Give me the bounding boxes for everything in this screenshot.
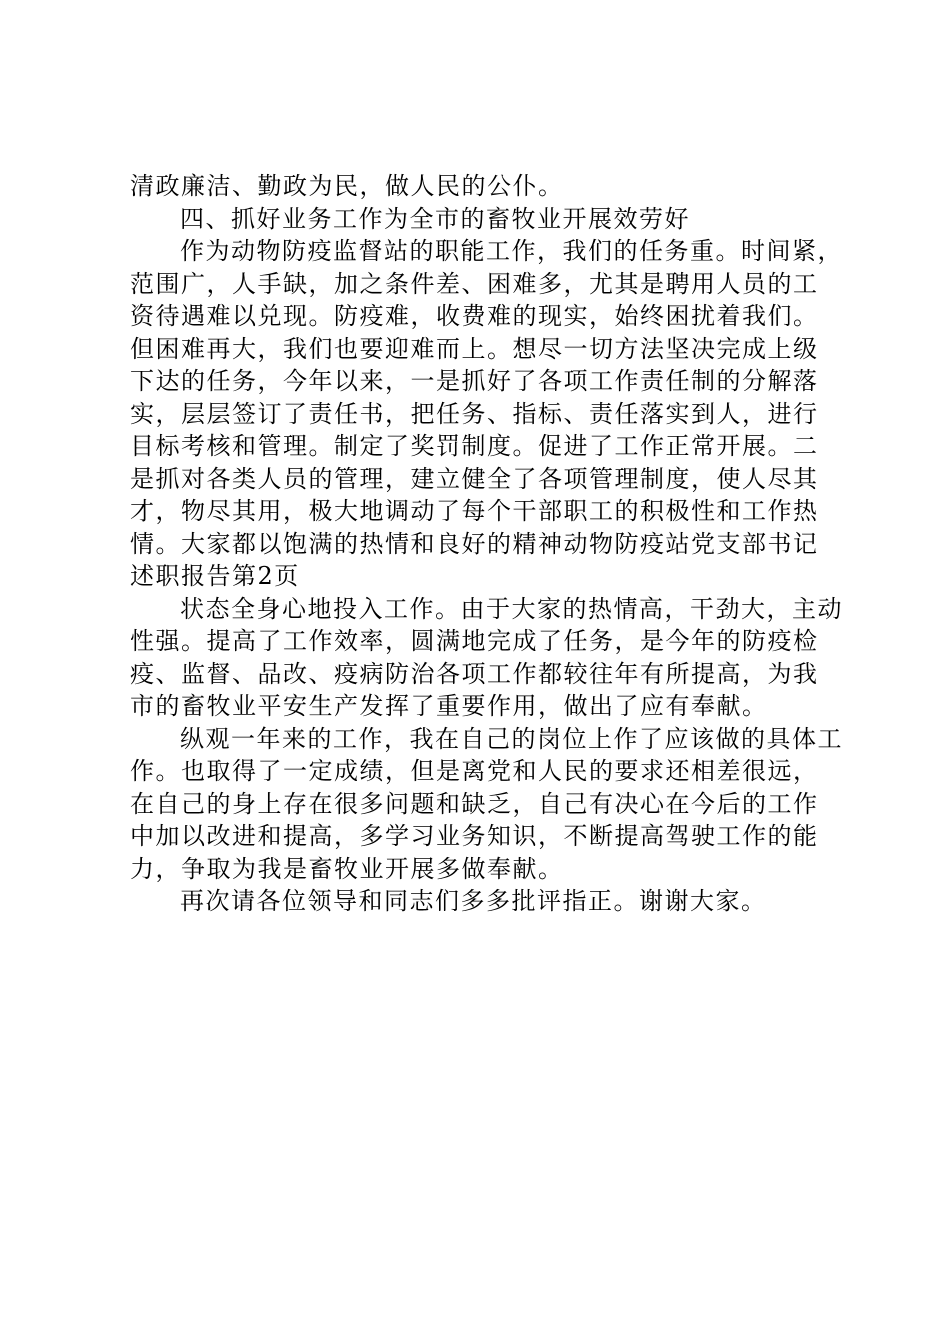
- text-line: 述职报告第2页: [130, 562, 300, 590]
- text-line: 下达的任务，今年以来，一是抓好了各项工作责任制的分解落: [130, 367, 819, 395]
- text-line: 资待遇难以兑现。防疫难，收费难的现实，始终困扰着我们。: [130, 302, 819, 330]
- text-line: 市的畜牧业平安生产发挥了重要作用，做出了应有奉献。: [130, 692, 768, 720]
- text-line: 目标考核和管理。制定了奖罚制度。促进了工作正常开展。二: [130, 432, 819, 460]
- text-line: 实，层层签订了责任书，把任务、指标、责任落实到人，进行: [130, 399, 819, 428]
- text-line: 状态全身心地投入工作。由于大家的热情高，干劲大，主动: [180, 594, 843, 623]
- text-line: 才，物尽其用，极大地调动了每个干部职工的积极性和工作热: [130, 497, 819, 525]
- document-body: [130, 170, 843, 918]
- text-line: 中加以改进和提高，多学习业务知识，不断提高驾驶工作的能: [130, 822, 819, 850]
- text-line: 清政廉洁、勤政为民，做人民的公仆。: [130, 172, 564, 200]
- text-line: 疫、监督、品改、疫病防治各项工作都较往年有所提高，为我: [130, 659, 819, 688]
- text-line: 性强。提高了工作效率，圆满地完成了任务，是今年的防疫检: [130, 627, 819, 655]
- text-line: 四、抓好业务工作为全市的畜牧业开展效劳好: [180, 204, 690, 233]
- text-line: 范围广，人手缺，加之条件差、困难多，尤其是聘用人员的工: [130, 269, 819, 298]
- text-line: 是抓对各类人员的管理，建立健全了各项管理制度，使人尽其: [130, 464, 819, 493]
- text-line: 再次请各位领导和同志们多多批评指正。谢谢大家。: [180, 887, 767, 915]
- text-line: 纵观一年来的工作，我在自己的岗位上作了应该做的具体工: [180, 724, 843, 753]
- text-line: 作。也取得了一定成绩，但是离党和人民的要求还相差很远，: [130, 757, 819, 785]
- text-line: 但困难再大，我们也要迎难而上。想尽一切方法坚决完成上级: [130, 334, 819, 363]
- text-line: 力，争取为我是畜牧业开展多做奉献。: [130, 854, 564, 883]
- text-line: 作为动物防疫监督站的职能工作，我们的任务重。时间紧，: [180, 237, 843, 265]
- text-line: 情。大家都以饱满的热情和良好的精神动物防疫站党支部书记: [130, 529, 819, 558]
- text-line: 在自己的身上存在很多问题和缺乏，自己有决心在今后的工作: [130, 789, 819, 818]
